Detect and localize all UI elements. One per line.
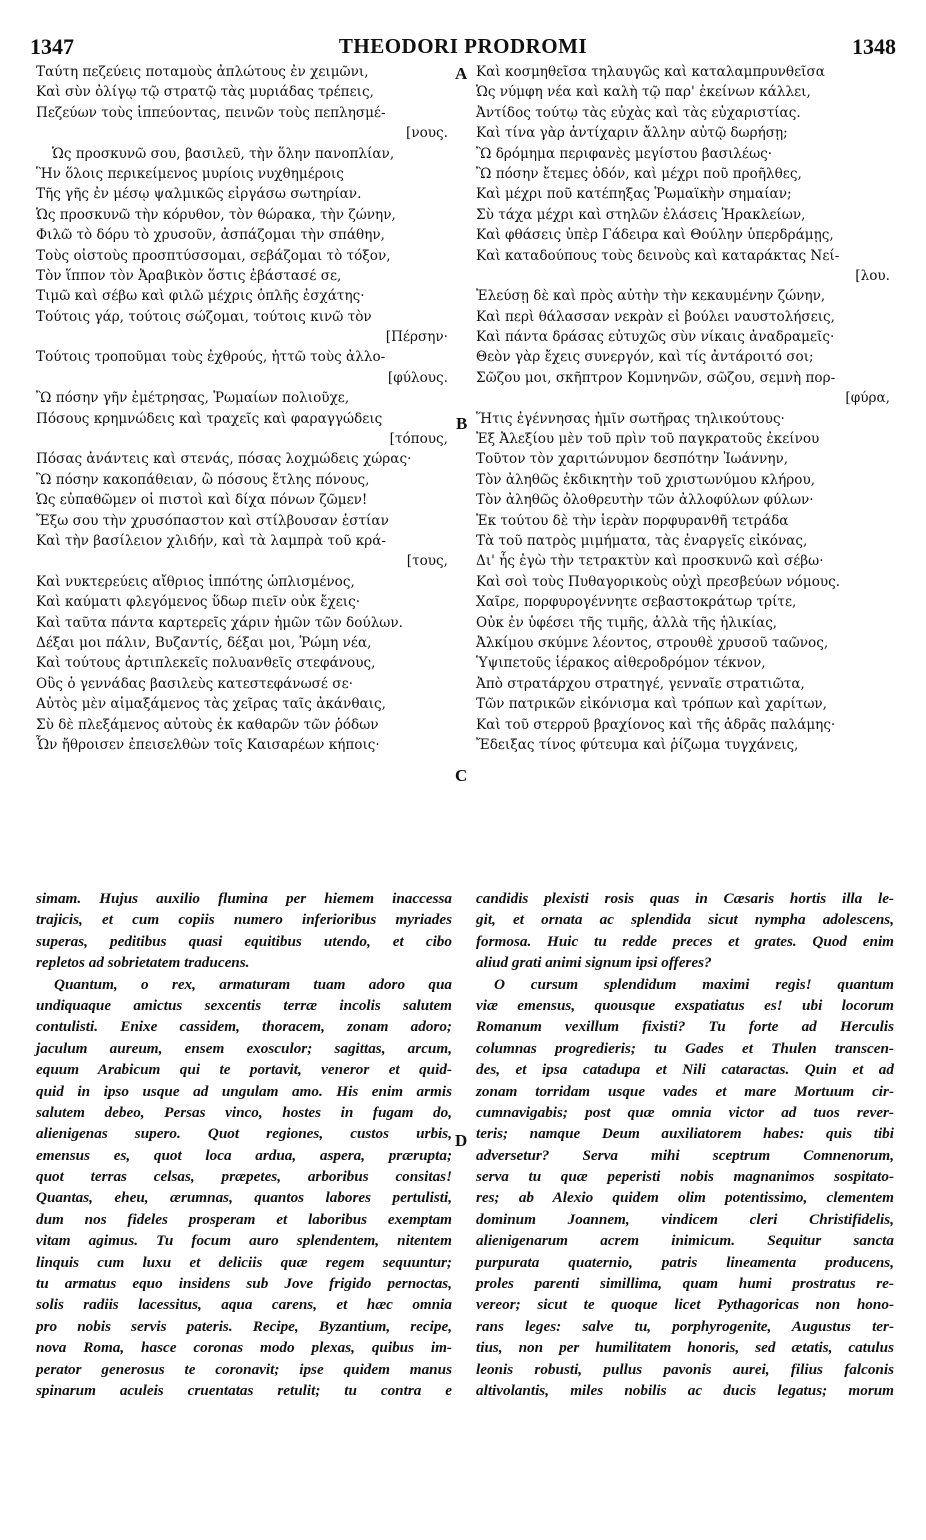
latin-translation-line: linquis cum luxu et deliciis quæ regem sequuntur; xyxy=(36,1253,452,1271)
latin-translation-line: formosa. Huic tu redde preces et grates. Quod enim xyxy=(476,932,894,950)
latin-translation-line: repletos ad sobrietatem traducens. xyxy=(36,954,250,972)
greek-verse-line: Ἔξω σου τὴν χρυσόπαστον καὶ στίλβουσαν ἑστίαν xyxy=(36,512,389,529)
latin-translation-line: contulisti. Enixe cassidem, thoracem, zonam adoro; xyxy=(36,1018,452,1036)
greek-verse-line: [τόπους, xyxy=(389,431,448,448)
greek-verse-line: Τὸν ἀληθῶς ἐκδικητὴν τοῦ χριστωνύμου κλήρου, xyxy=(476,471,816,488)
greek-verse-line: Τὸν ἀληθῶς ὀλοθρευτὴν τῶν ἀλλοφύλων φύλων· xyxy=(476,492,814,509)
greek-verse-line: Ἀλκίμου σκύμνε λέοντος, στρουθὲ χρυσοῦ ταῶνος, xyxy=(476,634,829,651)
latin-translation-line: alienigenarum acrem inimicum. Sequitur sancta xyxy=(476,1232,894,1250)
greek-right-column xyxy=(476,62,894,755)
greek-verse-line: Ἀπὸ στρατάρχου στρατηγέ, γενναῖε στρατιῶτα, xyxy=(476,675,805,692)
greek-verse-line: Τοὺς οἰστοὺς προσπτύσσομαι, σεβάζομαι τὸ τόξον, xyxy=(36,247,391,264)
latin-translation-line: leonis robusti, pullus pavonis aurei, filius falconis xyxy=(476,1360,894,1378)
greek-verse-line: [νους. xyxy=(406,125,448,142)
greek-verse-line: Ὡς εὐπαθῶμεν οἱ πιστοὶ καὶ δίχα πόνων ζῶμεν! xyxy=(36,492,368,509)
latin-left-column xyxy=(36,888,452,1401)
greek-verse-line: Καὶ φθάσεις ὑπὲρ Γάδειρα καὶ Θούλην ὑπερδράμῃς, xyxy=(476,227,834,244)
greek-verse-line: Οὐκ ἐν ὑφέσει τῆς τιμῆς, ἀλλὰ τῆς ἡλικίας, xyxy=(476,614,778,631)
latin-translation-line: quot terras celsas, præpetes, arboribus consitas! xyxy=(36,1168,452,1186)
greek-verse-line: [λου. xyxy=(855,267,890,284)
latin-translation-line: res; ab Alexio quidem olim potentissimo, clementem xyxy=(476,1189,894,1207)
greek-verse-line: Ἀντίδος τούτῳ τὰς εὐχὰς καὶ τὰς εὐχαριστίας. xyxy=(476,104,801,121)
greek-verse-line: Καὶ μέχρι ποῦ κατέπηξας Ῥωμαϊκὴν σημαίαν; xyxy=(476,186,792,203)
greek-verse-line: [φύρα, xyxy=(845,390,890,407)
greek-verse-line: Καὶ πάντα δράσας εὐτυχῶς σὺν νίκαις ἀναδραμεῖς· xyxy=(476,329,835,346)
latin-translation-line: salutem debeo, Persas vinco, hostes in fugam do, xyxy=(36,1103,452,1121)
latin-translation-line: des, et ipsa catadupa et Nili cataractas. Quin et ad xyxy=(476,1061,894,1079)
greek-verse-line: Τοῦτον τὸν χαριτώνυμον δεσπότην Ἰωάννην, xyxy=(476,451,789,468)
latin-translation-line: alienigenas supero. Quot regiones, custos urbis, xyxy=(36,1125,452,1143)
latin-translation-line: quid in ipso usque ad ungulam amo. His enim armis xyxy=(36,1082,452,1100)
section-marker-d: D xyxy=(455,1131,468,1150)
latin-translation-line: solis radiis lacessitus, aqua carens, et hæc omnia xyxy=(36,1296,452,1314)
greek-verse-line: Καὶ καταδούπους τοὺς δεινοὺς καὶ καταράκτας Νεί- xyxy=(476,247,840,264)
latin-translation-line: proles parenti simillima, quam humi prostratus re- xyxy=(476,1275,894,1293)
latin-translation-line: O cursum splendidum maximi regis! quantum xyxy=(494,975,894,993)
latin-translation-line: adversetur? Serva mihi sceptrum Comnenorum, xyxy=(476,1146,894,1164)
greek-verse-line: Πεζεύων τοὺς ἱππεύοντας, πεινῶν τοὺς πεπλησμέ- xyxy=(36,104,386,121)
greek-verse-line: Σὺ τάχα μέχρι καὶ στηλῶν ἐλάσεις Ἡρακλείων, xyxy=(476,206,806,223)
greek-verse-line: Ὢ πόσην κακοπάθειαν, ὢ πόσους ἔτλης πόνους, xyxy=(36,471,370,488)
greek-verse-line: Ἐξ Ἀλεξίου μὲν τοῦ πρὶν τοῦ παγκρατοῦς ἐκείνου xyxy=(476,431,820,448)
latin-right-column xyxy=(476,888,894,1401)
greek-verse-line: [τους, xyxy=(406,553,448,570)
greek-verse-line: Ὡς προσκυνῶ τὴν κόρυθον, τὸν θώρακα, τὴν ζώνην, xyxy=(36,206,396,223)
latin-translation-line: Quantum, o rex, armaturam tuam adoro qua xyxy=(54,975,452,993)
latin-translation-line: candidis plexisti rosis quas in Cæsaris hortis illa le- xyxy=(476,890,894,907)
greek-verse-line: Ὧν ἤθροισεν ἐπεισελθὼν τοῖς Καισαρέων κήποις· xyxy=(36,736,380,753)
greek-verse-line: Τιμῶ καὶ σέβω καὶ φιλῶ μέχρις ὁπλῆς ἐσχάτης· xyxy=(36,288,365,305)
latin-translation-line: Romanum vexillum fixisti? Tu forte ad Herculis xyxy=(476,1018,894,1036)
latin-translation-line: serva tu quæ peperisti nobis magnanimos sospitato- xyxy=(476,1168,894,1186)
right-page-number: 1348 xyxy=(852,34,896,59)
greek-verse-line: Οὓς ὁ γεννάδας βασιλεὺς κατεστεφάνωσέ σε· xyxy=(36,675,353,692)
greek-verse-line: Ἣν ὅλοις περικείμενος μυρίοις νυχθημέροις xyxy=(36,165,344,182)
greek-verse-line: Σὺ δὲ πλεξάμενος αὐτοὺς ἐκ καθαρῶν τῶν ῥόδων xyxy=(36,716,379,733)
greek-verse-line: Τὰ τοῦ πατρὸς μιμήματα, τὰς ἐναργεῖς εἰκόνας, xyxy=(476,532,808,549)
greek-verse-line: Τούτοις γάρ, τούτοις σώζομαι, τούτοις κινῶ τὸν xyxy=(36,308,372,325)
latin-translation-line: tu armatus equo insidens sub Jove frigido pernoctas, xyxy=(36,1275,452,1293)
section-marker-c: C xyxy=(455,766,468,785)
greek-verse-line: Ὢ πόσην γῆν ἐμέτρησας, Ῥωμαίων πολιοῦχε, xyxy=(36,390,350,407)
greek-verse-line: Τῆς γῆς ἐν μέσῳ ψαλμικῶς εἰργάσω σωτηρίαν. xyxy=(36,186,362,203)
latin-translation-line: pro nobis servis pateris. Recipe, Byzantium, recipe, xyxy=(36,1317,452,1335)
greek-verse-line: Ὑψιπετοῦς ἱέρακος αἰθεροδρόμον τέκνον, xyxy=(476,655,766,672)
greek-verse-line: Ἔδειξας τίνος φύτευμα καὶ ῥίζωμα τυγχάνεις, xyxy=(476,736,799,753)
greek-verse-line: Καὶ ταῦτα πάντα καρτερεῖς χάριν ἡμῶν τῶν δούλων. xyxy=(36,614,403,631)
greek-verse-line: Θεὸν γὰρ ἔχεις συνεργόν, καὶ τίς ἀντάροιτό σοι; xyxy=(476,349,814,366)
latin-translation-line: spinarum aculeis cruentatas retulit; tu contra e xyxy=(36,1381,452,1399)
greek-verse-line: Ἐλεύσῃ δὲ καὶ πρὸς αὐτὴν τὴν κεκαυμένην ζώνην, xyxy=(476,288,826,305)
greek-verse-line: Καὶ σοὶ τοὺς Πυθαγορικοὺς οὐχὶ πρεσβεύων νόμους. xyxy=(476,573,841,590)
latin-translation-line: viæ emensus, quousque exspatiatus es! ubi locorum xyxy=(476,996,894,1014)
greek-verse-line: Ὡς νύμφη νέα καὶ καλὴ τῷ παρ' ἐκείνων κάλλει, xyxy=(476,84,811,101)
greek-verse-line: Καὶ τοῦ στερροῦ βραχίονος καὶ τῆς ἁδρᾶς παλάμης· xyxy=(476,716,836,733)
latin-translation-line: purpurata quaternio, patris lineamenta producens, xyxy=(476,1253,894,1271)
greek-verse-line: Σῶζου μοι, σκῆπτρον Κομνηνῶν, σῶζου, σεμνὴ πορ- xyxy=(476,369,836,386)
greek-verse-line: Καὶ τίνα γὰρ ἀντίχαριν ἄλλην αὐτῷ δωρήσῃ; xyxy=(476,125,788,142)
latin-translation-line: cumnavigabis; post quæ omnia victor ad tuos rever- xyxy=(476,1103,894,1121)
latin-translation-line: dominum Joannem, vindicem cleri Christifidelis, xyxy=(476,1210,894,1228)
greek-verse-line: Αὐτὸς μὲν αἱμαξάμενος τὰς χεῖρας ταῖς ἀκάνθαις, xyxy=(36,696,386,713)
latin-translation-line: teris; namque Deum auxiliatorem habes: quis tibi xyxy=(476,1125,894,1143)
latin-translation-line: simam. Hujus auxilio flumina per hiemem inaccessa xyxy=(36,890,452,907)
greek-verse-line: Καὶ σὺν ὀλίγῳ τῷ στρατῷ τὰς μυριάδας τρέπεις, xyxy=(36,84,374,101)
greek-verse-line: Ὢ πόσην ἔτεμες ὁδόν, καὶ μέχρι ποῦ προῆλθες, xyxy=(476,165,802,182)
greek-verse-line: Δι' ἧς ἐγὼ τὴν τετρακτὺν καὶ προσκυνῶ καὶ σέβω· xyxy=(476,553,824,570)
latin-translation-line: rans leges: salve tu, porphyrogenite, Augustus ter- xyxy=(476,1317,894,1335)
greek-verse-line: [φύλους. xyxy=(387,369,448,386)
latin-translation-line: altivolantis, miles nobilis ac ducis legatus; morum xyxy=(476,1381,894,1399)
greek-verse-line: Ἐκ τούτου δὲ τὴν ἱερὰν πορφυρανθῆ τετράδα xyxy=(476,512,789,529)
greek-verse-line: Δέξαι μοι πάλιν, Βυζαντίς, δέξαι μοι, Ῥώμη νέα, xyxy=(36,634,372,651)
left-page-number: 1347 xyxy=(30,34,74,59)
greek-verse-line: Τούτοις τροποῦμαι τοὺς ἐχθρούς, ἡττῶ τοὺς ἀλλο- xyxy=(36,349,386,366)
greek-verse-line: Καὶ κοσμηθεῖσα τηλαυγῶς καὶ καταλαμπρυνθεῖσα xyxy=(476,64,825,80)
latin-translation-line: emensus es, quot loca ardua, aspera, prærupta; xyxy=(36,1146,452,1164)
latin-translation-line: jaculum aureum, ensem exosculor; sagittas, arcum, xyxy=(36,1039,452,1057)
latin-translation-line: tius, non per humilitatem honoris, sed ætatis, catulus xyxy=(476,1339,894,1357)
latin-translation-line: Quantas, eheu, ærumnas, quantos labores pertulisti, xyxy=(36,1189,452,1207)
greek-verse-line: Χαῖρε, πορφυρογέννητε σεβαστοκράτωρ τρίτε, xyxy=(476,594,797,611)
greek-verse-line: Καὶ τὴν βασίλειον χλιδήν, καὶ τὰ λαμπρὰ τοῦ κρά- xyxy=(36,532,387,549)
greek-left-column xyxy=(36,62,452,755)
greek-verse-line: Καὶ καύματι φλεγόμενος ὕδωρ πιεῖν οὐκ ἔχεις· xyxy=(36,594,361,611)
greek-verse-line: Ἥτις ἐγέννησας ἡμῖν σωτῆρας τηλικούτους· xyxy=(476,410,785,427)
greek-verse-line: Ὡς προσκυνῶ σου, βασιλεῦ, τὴν ὅλην πανοπλίαν, xyxy=(52,145,395,162)
greek-verse-line: Ὢ δρόμημα περιφανὲς μεγίστου βασιλέως· xyxy=(476,145,773,162)
latin-translation-line: git, et ornata ac splendida sicut nympha adolescens, xyxy=(476,911,894,929)
latin-translation-line: superas, peditibus quasi equitibus utendo, et cibo xyxy=(36,932,452,950)
latin-translation-line: nova Roma, hasce coronas modo plexas, quibus im- xyxy=(36,1339,452,1357)
greek-verse-line: Τῶν πατρικῶν εἰκόνισμα καὶ τρόπων καὶ χαρίτων, xyxy=(476,696,828,713)
latin-translation-line: perator generosus te coronavit; ipse quidem manus xyxy=(36,1360,452,1378)
latin-translation-line: trajicis, et cum copiis numero inferioribus myriades xyxy=(36,911,452,929)
latin-translation-line: dum nos fideles prosperam et laboribus exemptam xyxy=(36,1210,452,1228)
latin-translation-line: vitam agimus. Tu focum auro splendentem, nitentem xyxy=(36,1232,452,1250)
latin-translation-line: undiquaque amictus sexcentis terræ incolis salutem xyxy=(36,996,452,1014)
latin-translation-line: zonam torridam usque vades et mare Mortuum cir- xyxy=(476,1082,894,1100)
latin-translation-line: aliud grati animi signum ipsi offeres? xyxy=(476,954,712,972)
greek-verse-line: Πόσους κρημνώδεις καὶ τραχεῖς καὶ φαραγγώδεις xyxy=(36,410,383,427)
latin-translation-line: columnas progredieris; tu Gades et Thulen transcen- xyxy=(476,1039,894,1057)
running-header xyxy=(30,34,896,60)
running-title: THEODORI PRODROMI xyxy=(338,34,588,58)
greek-verse-line: Πόσας ἀνάντεις καὶ στενάς, πόσας λοχμώδεις χώρας· xyxy=(36,451,412,468)
greek-verse-line: Φιλῶ τὸ δόρυ τὸ χρυσοῦν, ἀσπάζομαι τὴν σπάθην, xyxy=(36,227,385,244)
greek-verse-line: Ταύτη πεζεύεις ποταμοὺς ἀπλώτους ἐν χειμῶνι, xyxy=(36,64,369,80)
greek-verse-line: Τὸν ἵππον τὸν Ἀραβικὸν ὅστις ἐβάστασέ σε, xyxy=(36,267,342,284)
latin-translation-line: vereor; sicut te quoque licet Pythagoricas non hono- xyxy=(476,1296,894,1314)
greek-verse-line: Καὶ περὶ θάλασσαν νεκρὰν εἰ βούλει ναυστολήσεις, xyxy=(476,308,835,325)
greek-verse-line: Καὶ νυκτερεύεις αἴθριος ἱππότης ὡπλισμένος, xyxy=(36,573,355,590)
greek-verse-line: Καὶ τούτους ἀρτιπλεκεῖς πολυανθεῖς στεφάνους, xyxy=(36,655,376,672)
latin-translation-line: equum Arabicum qui te portavit, veneror et quid- xyxy=(36,1061,452,1079)
section-marker-b: B xyxy=(456,414,468,433)
greek-verse-line: [Πέρσην· xyxy=(385,329,448,346)
section-marker-a: A xyxy=(455,64,468,83)
